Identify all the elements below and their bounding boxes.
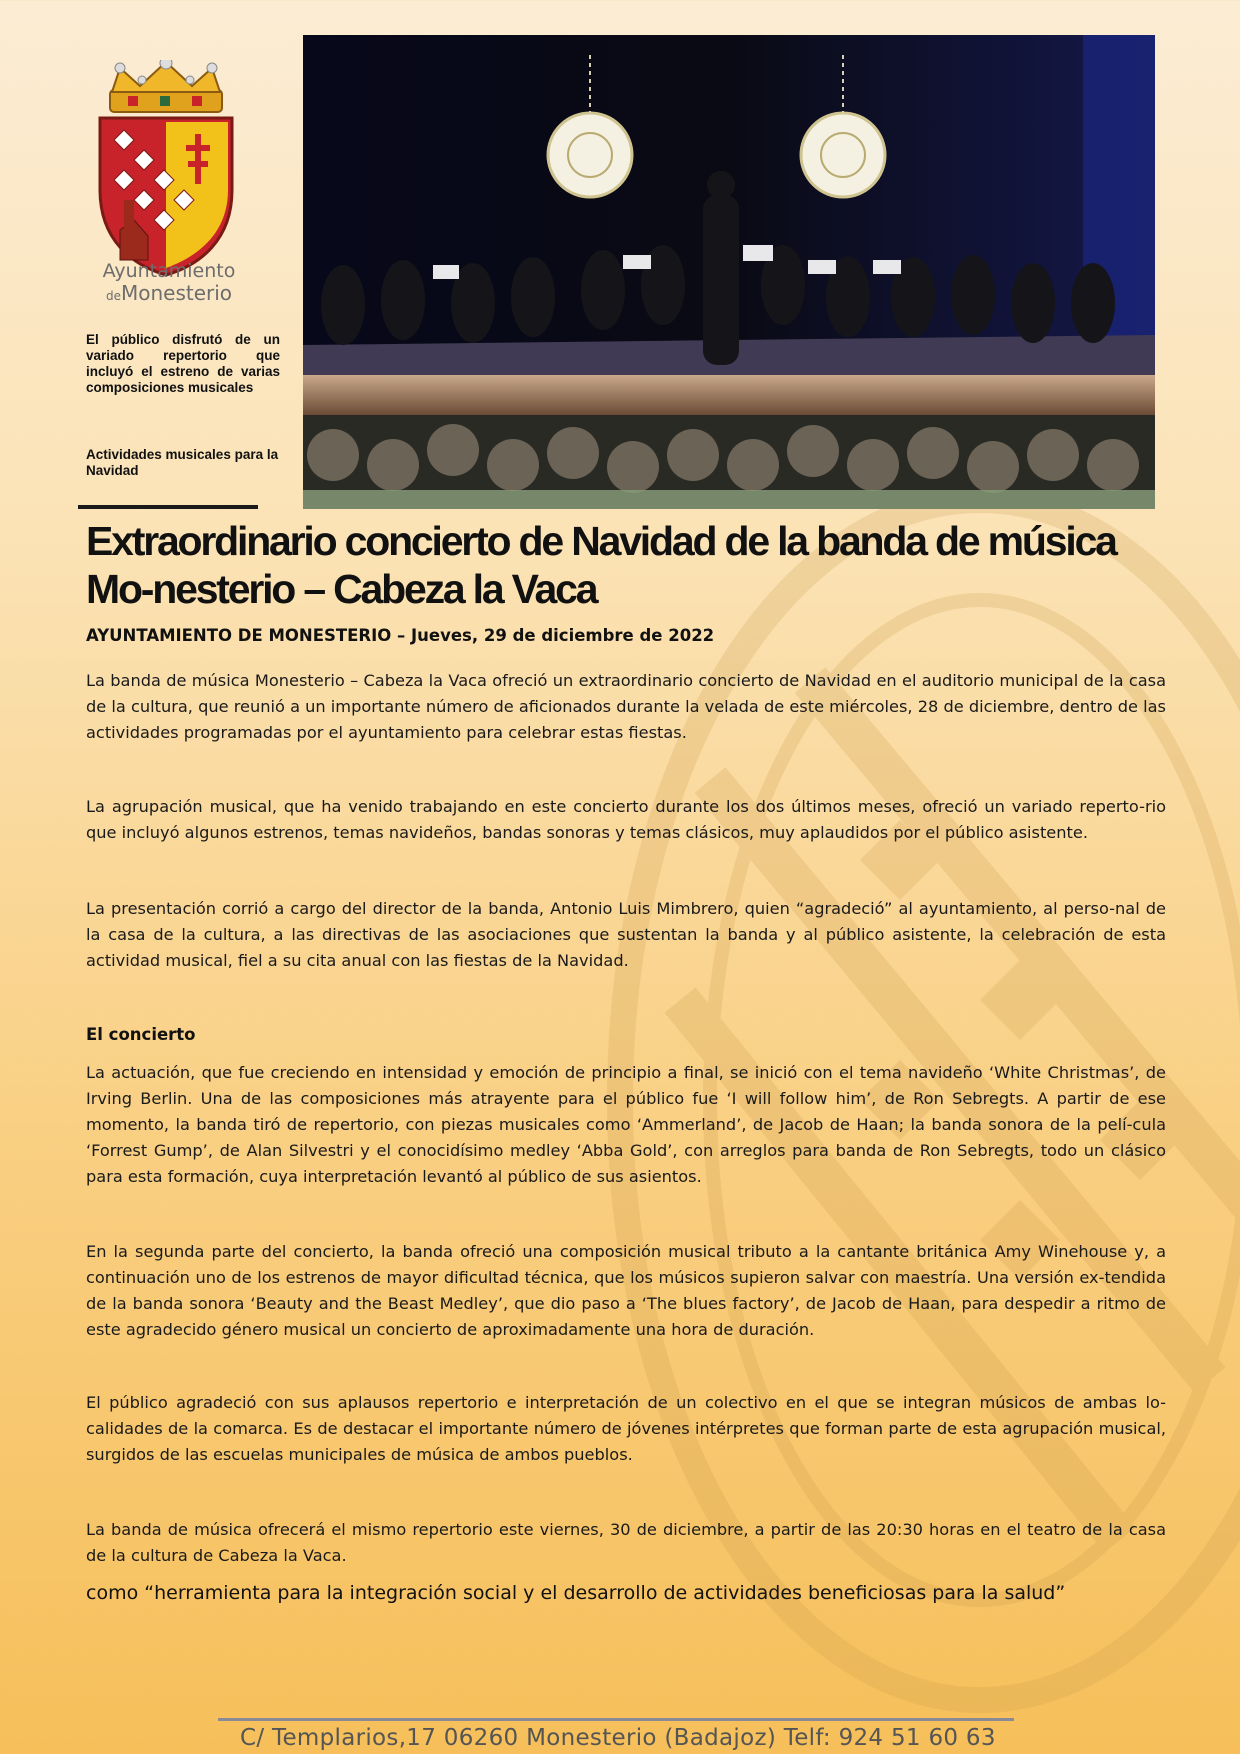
paragraph-6: El público agradeció con sus aplausos repertorio e interpretación de un colectivo en el que se integran músicos de ambas lo-calidades de la comarca. Es de destacar el importante número de jóvenes intérpretes que forman parte de esta agrupación musical, surgidos de las escuelas municipales de música de ambos pueblos. <box>86 1393 1166 1464</box>
section-heading: El concierto <box>86 1025 196 1044</box>
closing-quote: como “herramienta para la integración social y el desarrollo de actividades beneficiosas para la salud” <box>86 1582 1066 1604</box>
paragraph-4: La actuación, que fue creciendo en intensidad y emoción de principio a final, se inició con el tema navideño ‘White Christmas’, de Irving Berlin. Una de las composiciones más atrayente para el público fue ‘I will follow him’, de Ron Sebregts. A partir de ese momento, la banda tiró de repertorio, con piezas musicales como ‘Ammerland’, de Jacob de Haan; la banda sonora de la pelí-cula ‘Forrest Gump’, de Alan Silvestri y el conocidísimo medley ‘Abba Gold’, con arreglos para banda de Ron Sebregts, todo un clásico para esta formación, cuya interpretación levantó al público de sus asientos. <box>86 1063 1166 1186</box>
sidebar-note-repertorio: El público disfrutó de un variado repertorio que incluyó el estreno de varias composiciones musicales <box>86 332 280 395</box>
logo-line-2-name: Monesterio <box>120 281 233 305</box>
footer-address: C/ Templarios,17 06260 Monesterio (Badajoz) Telf: 924 51 60 63 <box>240 1725 996 1751</box>
logo-line-1: Ayuntamiento <box>102 260 236 282</box>
paragraph-5: En la segunda parte del concierto, la banda ofreció una composición musical tributo a la cantante británica Amy Winehouse y, a continuación uno de los estrenos de mayor dificultad técnica, que los músicos supieron salvar con maestría. Una versión ex-tendida de la banda sonora ‘Beauty and the Beast Medley’, que dio paso a ‘The blues factory’, de Jacob de Haan, para despedir a ritmo de este agradecido género musical un concierto de aproximadamente una hora de duración. <box>86 1242 1166 1339</box>
article-headline: Extraordinario concierto de Navidad de la banda de música Mo-nesterio – Cabeza la Vaca <box>86 518 1116 612</box>
article-byline: AYUNTAMIENTO DE MONESTERIO – Jueves, 29 de diciembre de 2022 <box>86 626 715 645</box>
footer-divider <box>218 1718 1014 1721</box>
sidebar-note-actividades: Actividades musicales para la Navidad <box>86 447 279 478</box>
concert-photo <box>303 35 1155 509</box>
logo-line-2-prefix: de <box>105 289 121 303</box>
logo-line-2 <box>84 282 254 307</box>
sidebar-divider <box>78 505 258 509</box>
paragraph-1: La banda de música Monesterio – Cabeza la Vaca ofreció un extraordinario concierto de Navidad en el auditorio municipal de la casa de la cultura, que reunió a un importante número de aficionados durante la velada de este miércoles, 28 de diciembre, dentro de las actividades programadas por el ayuntamiento para celebrar estas fiestas. <box>86 671 1166 742</box>
logo-wordmark <box>84 260 254 307</box>
paragraph-3: La presentación corrió a cargo del director de la banda, Antonio Luis Mimbrero, quien “agradeció” al ayuntamiento, al perso-nal de la casa de la cultura, a las directivas de las asociaciones que sustentan la banda y al público asistente, la celebración de esta actividad musical, fiel a su cita anual con las fiestas de la Navidad. <box>86 899 1166 970</box>
paragraph-2: La agrupación musical, que ha venido trabajando en este concierto durante los dos últimos meses, ofreció un variado reperto-rio que incluyó algunos estrenos, temas navideños, bandas sonoras y temas clásicos, muy aplaudidos por el público asistente. <box>86 797 1166 842</box>
paragraph-7: La banda de música ofrecerá el mismo repertorio este viernes, 30 de diciembre, a partir de las 20:30 horas en el teatro de la casa de la cultura de Cabeza la Vaca. <box>86 1520 1166 1565</box>
